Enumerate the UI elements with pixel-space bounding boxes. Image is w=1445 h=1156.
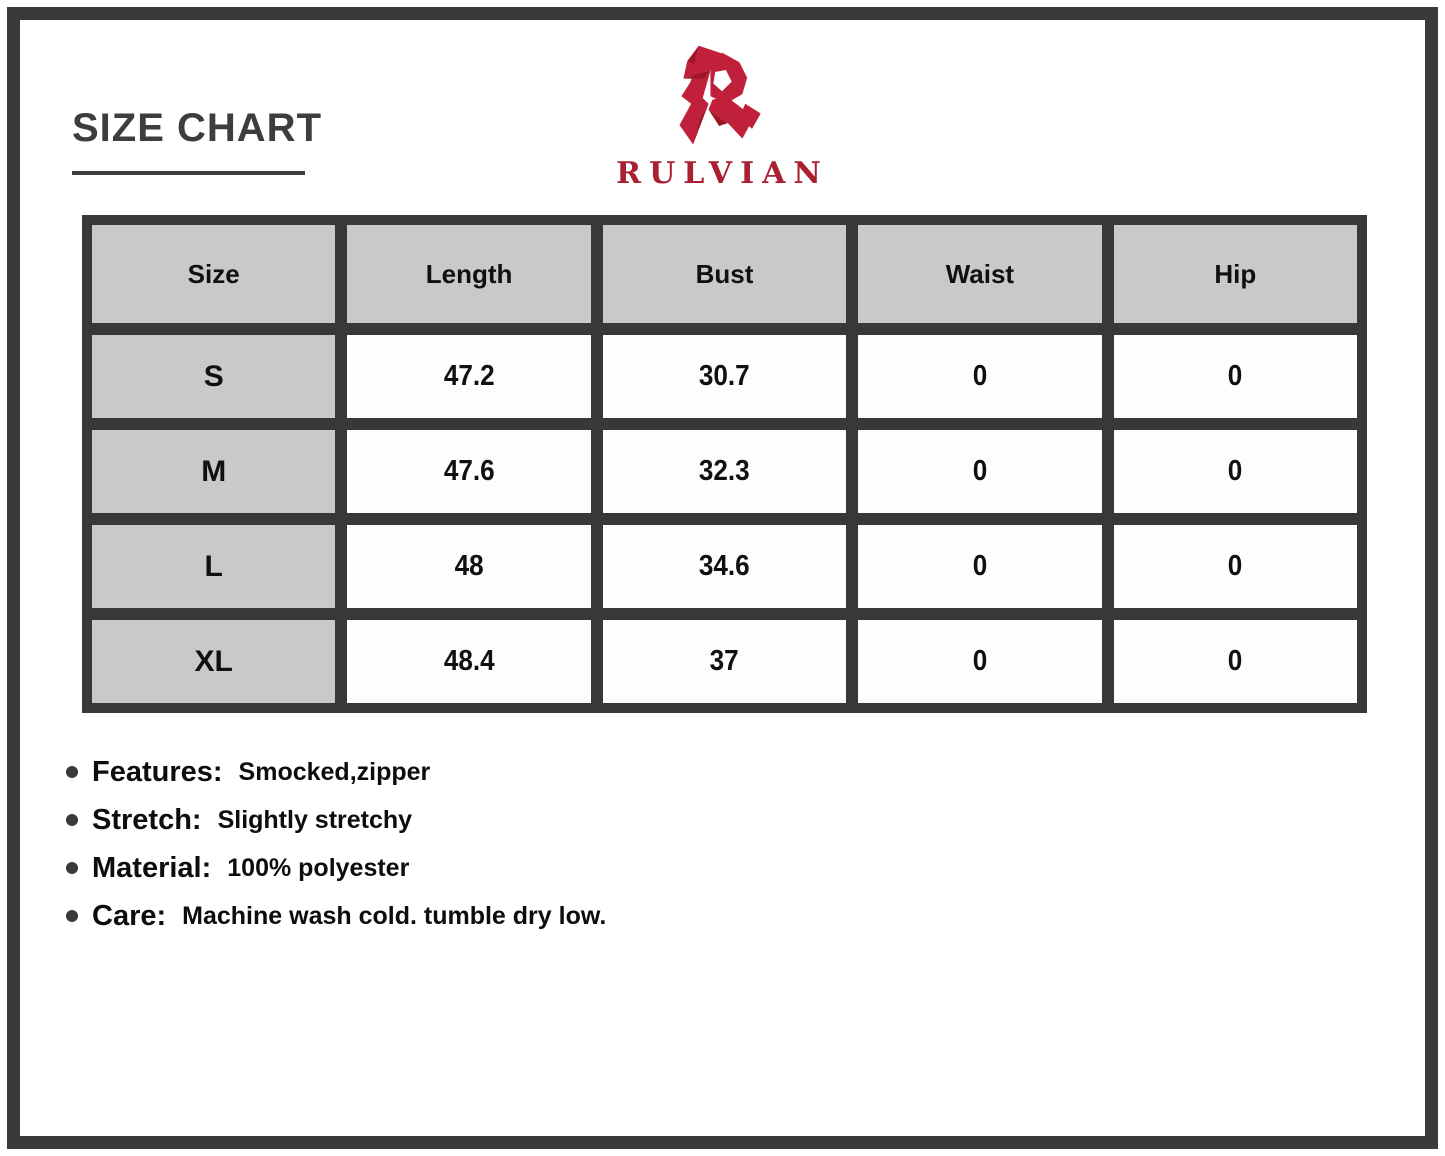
- brand-logo: [553, 40, 893, 191]
- row-m-length-value: 47.6: [443, 455, 495, 487]
- note-stretch-value: Slightly stretchy: [217, 805, 413, 834]
- note-care-label: Care:: [92, 899, 167, 932]
- column-header-waist: Waist: [858, 225, 1101, 323]
- row-l-length: [347, 525, 590, 608]
- column-header-size: Size: [92, 225, 335, 323]
- title-block: [72, 106, 322, 175]
- row-s-waist: [858, 335, 1101, 418]
- row-s-hip-value: 0: [1228, 360, 1243, 392]
- row-xl-waist: [858, 620, 1101, 703]
- row-s-waist-value: 0: [972, 360, 988, 392]
- brand-name: RULVIAN: [616, 156, 829, 191]
- note-material-label: Material:: [92, 851, 212, 884]
- row-l-waist-value: 0: [972, 550, 988, 582]
- note-features-label: Features:: [92, 755, 223, 788]
- bullet-icon: [66, 766, 78, 778]
- column-header-hip: Hip: [1114, 225, 1357, 323]
- row-s-bust: [603, 335, 846, 418]
- row-l-bust-value: 34.6: [699, 550, 750, 582]
- row-xl-size-label: XL: [92, 620, 335, 703]
- row-xl-length: [347, 620, 590, 703]
- product-notes: [66, 748, 606, 940]
- row-m-waist-value: 0: [972, 455, 988, 487]
- row-s-length: [347, 335, 590, 418]
- row-xl-length-value: 48.4: [443, 645, 495, 677]
- bullet-icon: [66, 814, 78, 826]
- note-care: [66, 892, 606, 940]
- row-m-size-label: M: [92, 430, 335, 513]
- row-xl-waist-value: 0: [972, 645, 988, 677]
- row-m-bust: [603, 430, 846, 513]
- row-s-bust-value: 30.7: [699, 360, 750, 392]
- row-xl-hip: [1114, 620, 1357, 703]
- row-m-hip-value: 0: [1228, 455, 1243, 487]
- row-l-bust: [603, 525, 846, 608]
- row-m-waist: [858, 430, 1101, 513]
- row-xl-bust-value: 37: [709, 645, 740, 677]
- bullet-icon: [66, 862, 78, 874]
- note-material-value: 100% polyester: [227, 853, 410, 882]
- note-features-value: Smocked,zipper: [238, 757, 431, 786]
- rulvian-r-logo-icon: [659, 40, 787, 156]
- row-l-size-label: L: [92, 525, 335, 608]
- note-stretch-label: Stretch:: [92, 803, 202, 836]
- row-s-length-value: 47.2: [443, 360, 495, 392]
- note-care-value: Machine wash cold. tumble dry low.: [182, 901, 607, 930]
- note-stretch: [66, 796, 606, 844]
- row-l-length-value: 48: [454, 550, 484, 582]
- row-l-waist: [858, 525, 1101, 608]
- row-s-size-label: S: [92, 335, 335, 418]
- size-table: [82, 215, 1367, 713]
- note-material: [66, 844, 606, 892]
- row-xl-bust: [603, 620, 846, 703]
- row-m-bust-value: 32.3: [699, 455, 750, 487]
- note-features: [66, 748, 606, 796]
- row-m-length: [347, 430, 590, 513]
- page-title: SIZE CHART: [72, 106, 322, 150]
- row-xl-hip-value: 0: [1228, 645, 1243, 677]
- row-l-hip: [1114, 525, 1357, 608]
- column-header-length: Length: [347, 225, 590, 323]
- row-m-hip: [1114, 430, 1357, 513]
- column-header-bust: Bust: [603, 225, 846, 323]
- row-s-hip: [1114, 335, 1357, 418]
- row-l-hip-value: 0: [1228, 550, 1243, 582]
- title-underline: [72, 171, 305, 175]
- bullet-icon: [66, 910, 78, 922]
